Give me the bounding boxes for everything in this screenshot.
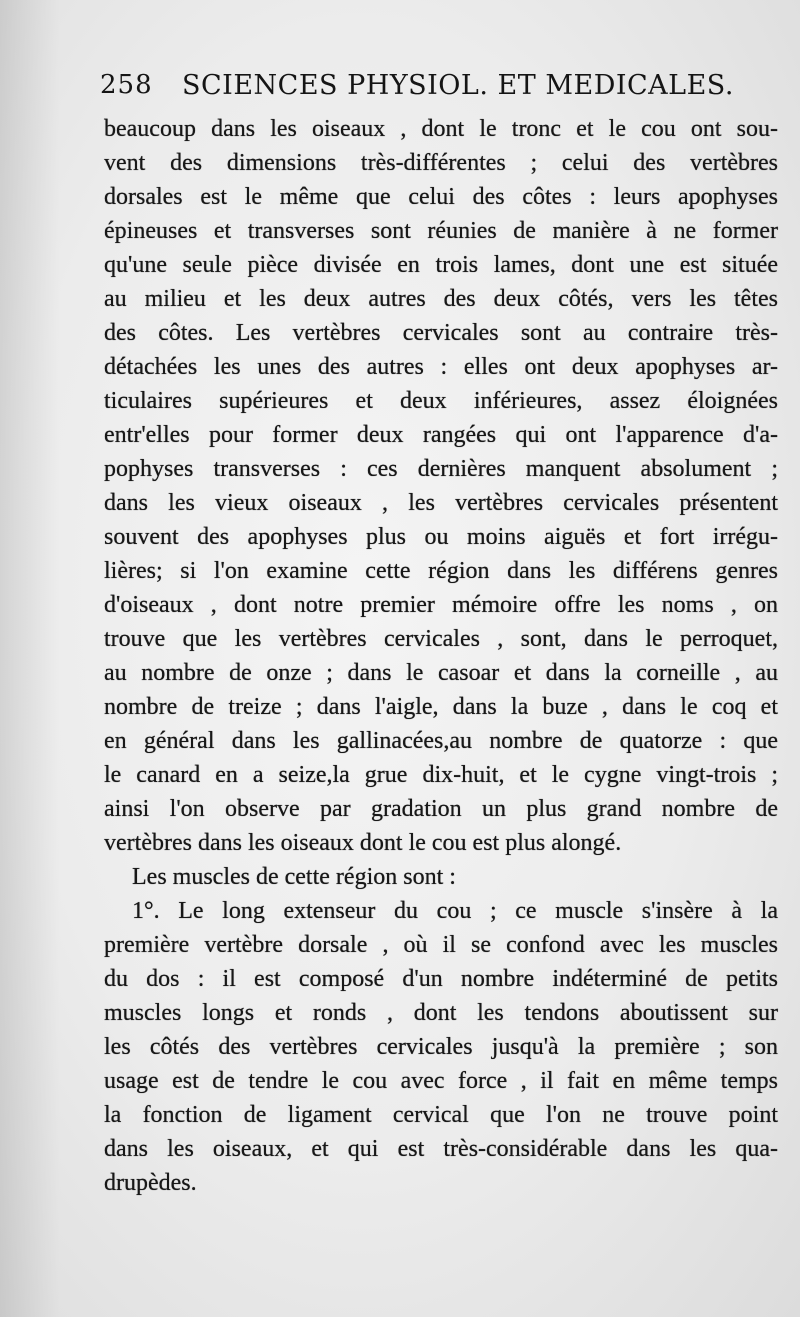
text-line: du dos : il est composé d'un nombre indéterminé de petits xyxy=(104,966,778,992)
body-text xyxy=(104,112,778,1200)
text-line: au nombre de onze ; dans le casoar et dans la corneille , au xyxy=(104,660,778,686)
page-number: 258 xyxy=(100,70,153,100)
text-line: vertèbres dans les oiseaux dont le cou est plus alongé. xyxy=(104,830,622,856)
text-line: drupèdes. xyxy=(104,1170,197,1196)
text-line: les côtés des vertèbres cervicales jusqu'à la première ; son xyxy=(104,1034,778,1060)
text-line: des côtes. Les vertèbres cervicales sont au contraire très- xyxy=(104,320,778,346)
binding-shadow xyxy=(0,0,60,1317)
text-line: la fonction de ligament cervical que l'on ne trouve point xyxy=(104,1102,778,1128)
text-line: trouve que les vertèbres cervicales , sont, dans le perroquet, xyxy=(104,626,778,652)
text-line: ticulaires supérieures et deux inférieures, assez éloignées xyxy=(104,388,778,414)
text-line: en général dans les gallinacées,au nombre de quatorze : que xyxy=(104,728,778,754)
text-line: entr'elles pour former deux rangées qui ont l'apparence d'a- xyxy=(104,422,778,448)
text-line: d'oiseaux , dont notre premier mémoire offre les noms , on xyxy=(104,592,778,618)
text-line: pophyses transverses : ces dernières manquent absolument ; xyxy=(104,456,778,482)
text-line: le canard en a seize,la grue dix-huit, et le cygne vingt-trois ; xyxy=(104,762,778,788)
text-line: ainsi l'on observe par gradation un plus grand nombre de xyxy=(104,796,778,822)
text-line: souvent des apophyses plus ou moins aiguës et fort irrégu- xyxy=(104,524,778,550)
text-line: première vertèbre dorsale , où il se confond avec les muscles xyxy=(104,932,778,958)
text-line: 1°. Le long extenseur du cou ; ce muscle s'insère à la xyxy=(132,898,778,924)
running-head: SCIENCES PHYSIOL. ET MEDICALES. xyxy=(182,70,734,101)
text-line: détachées les unes des autres : elles ont deux apophyses ar- xyxy=(104,354,778,380)
text-line: beaucoup dans les oiseaux , dont le tronc et le cou ont sou- xyxy=(104,116,778,142)
text-line: nombre de treize ; dans l'aigle, dans la buze , dans le coq et xyxy=(104,694,778,720)
text-line: dans les oiseaux, et qui est très-considérable dans les qua- xyxy=(104,1136,778,1162)
text-line: dans les vieux oiseaux , les vertèbres cervicales présentent xyxy=(104,490,778,516)
text-line: Les muscles de cette région sont : xyxy=(132,864,456,890)
text-line: au milieu et les deux autres des deux côtés, vers les têtes xyxy=(104,286,778,312)
text-line: épineuses et transverses sont réunies de manière à ne former xyxy=(104,218,778,244)
text-line: vent des dimensions très-différentes ; celui des vertèbres xyxy=(104,150,778,176)
text-line: muscles longs et ronds , dont les tendons aboutissent sur xyxy=(104,1000,778,1026)
text-line: usage est de tendre le cou avec force , il fait en même temps xyxy=(104,1068,778,1094)
text-line: qu'une seule pièce divisée en trois lames, dont une est située xyxy=(104,252,778,278)
page-header xyxy=(100,66,740,112)
text-line: lières; si l'on examine cette région dans les différens genres xyxy=(104,558,778,584)
text-line: dorsales est le même que celui des côtes : leurs apophyses xyxy=(104,184,778,210)
